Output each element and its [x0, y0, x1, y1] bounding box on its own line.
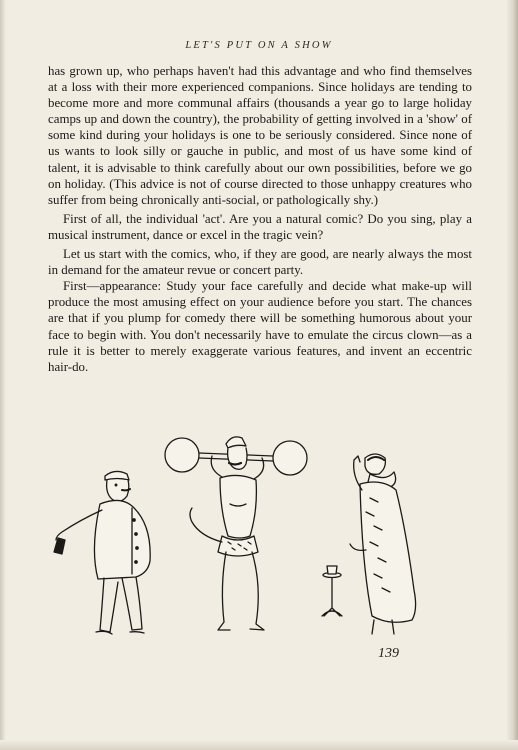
- body-text: [48, 63, 472, 375]
- page-edge-shadow: [506, 0, 518, 750]
- comic-figure-table: [322, 566, 342, 616]
- paragraph-continuation: has grown up, who perhaps haven't had this advantage and who find themselves at a loss with their more experienced companions. Since holidays are tending to become more and more communal affairs (thousands a year go to large holiday camps up and down the country), the probability of getting involved in a 'show' of some kind during your holidays is one to be seriously considered. Since none of us wants to look silly or gauche in public, and most of us have some kind of talent, it is advisable to think carefully about our own possibilities, before we go on holiday. (This advice is not of course directed to those unhappy creatures who suffer from being chronically anti-social, or pathologically shy.): [48, 64, 472, 207]
- page-gutter-shadow: [0, 0, 6, 750]
- paragraph-comics: Let us start with the comics, who, if they are good, are nearly always the most in demand for the amateur revue or concert party.: [48, 247, 472, 278]
- page-number: 139: [378, 646, 399, 661]
- comic-figure-lady: [350, 454, 416, 634]
- page-bottom-shadow: [0, 740, 518, 750]
- paragraph-appearance: First—appearance: Study your face carefully and decide what make-up will produce the most amusing effect on your audience before you start. The chances are that if you plump for comedy there will be something humorous about your face to begin with. You don't necessarily have to emulate the circus clown—as a rule it is better to merely exaggerate various features, and invent an eccentric hair-do.: [48, 279, 472, 374]
- comic-figures-illustration: [30, 438, 460, 653]
- paragraph-individual-act: First of all, the individual 'act'. Are you a natural comic? Do you sing, play a musical instrument, dance or excel in the tragic vein?: [48, 211, 472, 242]
- comic-figure-strongman: [165, 437, 307, 630]
- running-head: LET'S PUT ON A SHOW: [185, 40, 333, 51]
- comic-figure-workman: [54, 471, 150, 634]
